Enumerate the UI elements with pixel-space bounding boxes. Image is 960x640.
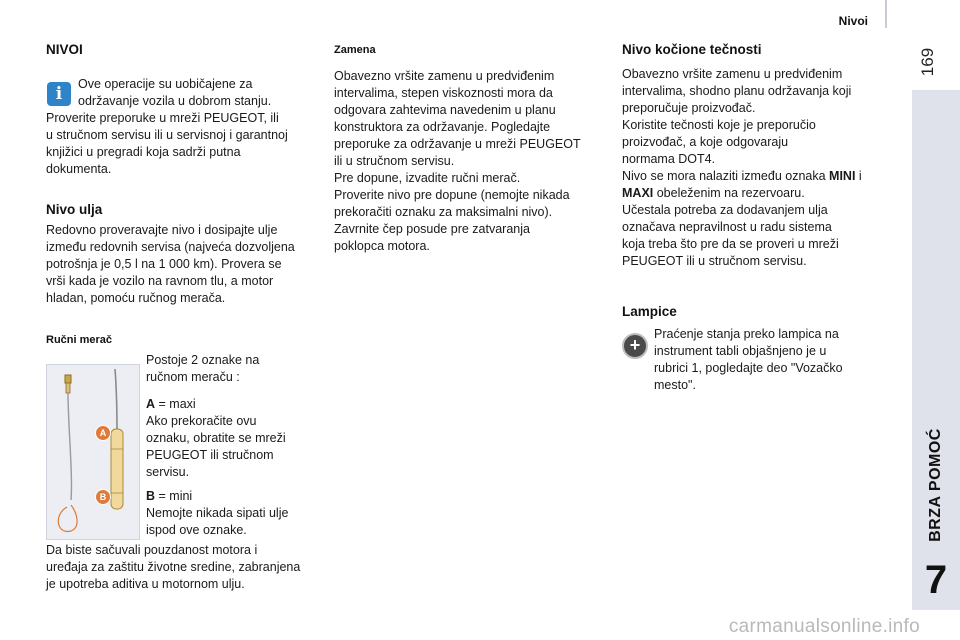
section-title-nivoi: NIVOI: [46, 42, 83, 57]
brake-paragraph: Obavezno vršite zamenu u predviđenim intervalima, shodno planu održavanja koji preporučuje proizvođač. Koristite tečnosti koje je preporučio proizvođač, a koje odgovaraju normama DOT4. Nivo se mora nalaziti između oznaka MINI i MAXI obeleženim na rezervoaru. Učestala potreba za dodavanjem ulja označava nepravilnost u radu sistema koja treba što pre da se proveri u mreži PEUGEOT ili u stručnom servisu.: [622, 67, 862, 268]
closing-paragraph: Da biste sačuvali pouzdanost motora i uređaja za zaštitu životne sredine, zabranjena je upotreba aditiva u motornom ulju.: [46, 543, 301, 591]
lamps-paragraph: Praćenje stanja preko lampica na instrument tabli objašnjeno je u rubrici 1, pogledajte deo "Vozačko mesto".: [654, 327, 843, 392]
dipstick-intro: Postoje 2 oznake na ručnom meraču :: [146, 353, 260, 384]
running-title: Nivoi: [838, 14, 868, 28]
info-note: Ove operacije su uobičajene za održavanje vozila u dobrom stanju.: [78, 77, 272, 108]
subsection-title-zamena: Zamena: [334, 44, 376, 56]
intro-paragraph: Proverite preporuke u mreži PEUGEOT, ili u stručnom servisu ili u servisnoj i garantnoj knjižici u pregradi koja sadrži putna dokumenta.: [46, 111, 288, 176]
section-title-lamps: Lampice: [622, 304, 677, 319]
section-title-brake-fluid: Nivo kočione tečnosti: [622, 42, 762, 57]
dipstick-icon: [47, 365, 139, 539]
chapter-number: 7: [924, 558, 948, 602]
watermark: carmanualsonline.info: [728, 616, 920, 637]
subsection-title-dipstick: Ručni merač: [46, 334, 113, 346]
oil-paragraph: Redovno proveravajte nivo i dosipajte ulje između redovnih servisa (najveća dozvoljena potrošnja je 0,5 l na 1 000 km). Provera se vrši kada je vozilo na ravnom tlu, a motor hladan, pomoću ručnog merača.: [46, 223, 295, 305]
marker-b-badge: B: [95, 489, 111, 505]
zamena-paragraph: Obavezno vršite zamenu u predviđenim intervalima, stepen viskoznosti mora da odgovara zahtevima navedenim u planu konstruktora za održavanje. Pogledajte preporuke za održavanje u mreži PEUGEOT ili u stručnom servisu. Pre dopune, izvadite ručni merač. Proverite nivo pre dopune (nemojte nikada prekoračiti oznaku za maksimalni nivo). Zavrnite čep posude pre zatvaranja poklopca motora.: [334, 69, 581, 253]
mark-a-description: A = maxi Ako prekoračite ovu oznaku, obratite se mreži PEUGEOT ili stručnom servisu.: [146, 397, 286, 479]
section-title-oil: Nivo ulja: [46, 202, 103, 217]
page-number: 169: [918, 47, 937, 77]
info-icon: i: [47, 82, 71, 106]
marker-a-badge: A: [95, 425, 111, 441]
side-tab-label: BRZA POMOĆ: [927, 428, 944, 542]
dipstick-illustration: [46, 364, 140, 540]
plus-icon: +: [622, 333, 648, 359]
header-rule: [885, 0, 887, 28]
mark-b-description: B = mini Nemojte nikada sipati ulje ispod ove oznake.: [146, 489, 289, 537]
